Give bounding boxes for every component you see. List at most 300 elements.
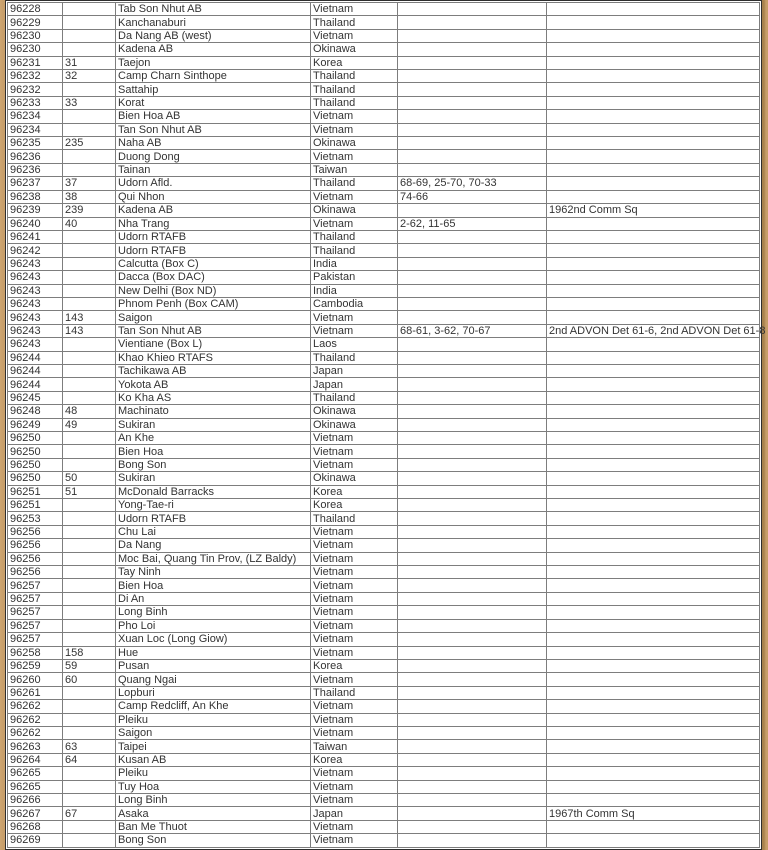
table-row: [8, 150, 760, 163]
code-cell: 96262: [8, 726, 63, 739]
dates-cell: [398, 284, 547, 297]
code-cell: 96243: [8, 297, 63, 310]
unit-number-cell: 158: [63, 646, 116, 659]
code-cell: 96239: [8, 204, 63, 217]
dates-cell: [398, 686, 547, 699]
dates-cell: [398, 458, 547, 471]
base-name-cell: Tuy Hoa: [116, 780, 311, 793]
unit-number-cell: [63, 351, 116, 364]
country-cell: Okinawa: [311, 137, 398, 150]
country-cell: Vietnam: [311, 432, 398, 445]
dates-cell: [398, 445, 547, 458]
country-cell: Thailand: [311, 177, 398, 190]
base-name-cell: Ko Kha AS: [116, 391, 311, 404]
country-cell: Okinawa: [311, 204, 398, 217]
base-name-cell: Tachikawa AB: [116, 364, 311, 377]
country-cell: Pakistan: [311, 271, 398, 284]
country-cell: Vietnam: [311, 726, 398, 739]
code-cell: 96265: [8, 780, 63, 793]
code-cell: 96230: [8, 29, 63, 42]
unit-number-cell: [63, 284, 116, 297]
dates-cell: [398, 432, 547, 445]
unit-number-cell: [63, 458, 116, 471]
base-name-cell: Tainan: [116, 163, 311, 176]
base-name-cell: Nha Trang: [116, 217, 311, 230]
notes-cell: [547, 70, 760, 83]
code-cell: 96259: [8, 659, 63, 672]
dates-cell: [398, 753, 547, 766]
notes-cell: [547, 767, 760, 780]
base-name-cell: Ban Me Thuot: [116, 820, 311, 833]
base-name-cell: Lopburi: [116, 686, 311, 699]
table-row: [8, 123, 760, 136]
dates-cell: [398, 525, 547, 538]
dates-cell: [398, 123, 547, 136]
code-cell: 96236: [8, 150, 63, 163]
dates-cell: [398, 338, 547, 351]
table-row: [8, 43, 760, 56]
base-name-cell: Duong Dong: [116, 150, 311, 163]
table-row: [8, 190, 760, 203]
unit-number-cell: [63, 297, 116, 310]
table-row: [8, 740, 760, 753]
table-row: [8, 110, 760, 123]
notes-cell: [547, 29, 760, 42]
zip-code-table: [7, 2, 766, 848]
dates-cell: [398, 834, 547, 847]
code-cell: 96257: [8, 592, 63, 605]
dates-cell: [398, 163, 547, 176]
code-cell: 96250: [8, 472, 63, 485]
code-cell: 96234: [8, 123, 63, 136]
table-row: [8, 137, 760, 150]
dates-cell: [398, 807, 547, 820]
table-row: [8, 713, 760, 726]
dates-cell: [398, 83, 547, 96]
code-cell: 96256: [8, 566, 63, 579]
notes-cell: [547, 834, 760, 847]
unit-number-cell: [63, 110, 116, 123]
dates-cell: [398, 391, 547, 404]
code-cell: 96253: [8, 512, 63, 525]
notes-cell: [547, 311, 760, 324]
country-cell: Vietnam: [311, 552, 398, 565]
notes-cell: 1967th Comm Sq: [547, 807, 760, 820]
unit-number-cell: [63, 432, 116, 445]
unit-number-cell: 50: [63, 472, 116, 485]
notes-cell: 2nd ADVON Det 61-6, 2nd ADVON Det 61-8: [547, 324, 760, 337]
base-name-cell: Chu Lai: [116, 525, 311, 538]
code-cell: 96268: [8, 820, 63, 833]
notes-cell: [547, 378, 760, 391]
notes-cell: [547, 592, 760, 605]
table-row: [8, 793, 760, 806]
base-name-cell: New Delhi (Box ND): [116, 284, 311, 297]
base-name-cell: Khao Khieo RTAFS: [116, 351, 311, 364]
notes-cell: [547, 150, 760, 163]
dates-cell: [398, 793, 547, 806]
base-name-cell: Yong-Tae-ri: [116, 499, 311, 512]
code-cell: 96235: [8, 137, 63, 150]
code-cell: 96238: [8, 190, 63, 203]
code-cell: 96248: [8, 405, 63, 418]
dates-cell: [398, 204, 547, 217]
unit-number-cell: [63, 150, 116, 163]
dates-cell: [398, 485, 547, 498]
dates-cell: [398, 512, 547, 525]
code-cell: 96244: [8, 351, 63, 364]
code-cell: 96251: [8, 485, 63, 498]
notes-cell: [547, 646, 760, 659]
code-cell: 96243: [8, 284, 63, 297]
dates-cell: [398, 137, 547, 150]
dates-cell: [398, 579, 547, 592]
country-cell: Okinawa: [311, 43, 398, 56]
code-cell: 96244: [8, 364, 63, 377]
country-cell: Okinawa: [311, 405, 398, 418]
unit-number-cell: [63, 512, 116, 525]
base-name-cell: Camp Charn Sinthope: [116, 70, 311, 83]
notes-cell: [547, 525, 760, 538]
unit-number-cell: [63, 83, 116, 96]
notes-cell: [547, 43, 760, 56]
country-cell: Vietnam: [311, 619, 398, 632]
unit-number-cell: 37: [63, 177, 116, 190]
unit-number-cell: [63, 338, 116, 351]
table-row: [8, 204, 760, 217]
notes-cell: [547, 110, 760, 123]
base-name-cell: Phnom Penh (Box CAM): [116, 297, 311, 310]
country-cell: Korea: [311, 56, 398, 69]
code-cell: 96256: [8, 552, 63, 565]
notes-cell: [547, 726, 760, 739]
notes-cell: [547, 659, 760, 672]
notes-cell: [547, 338, 760, 351]
unit-number-cell: 143: [63, 311, 116, 324]
code-cell: 96233: [8, 96, 63, 109]
notes-cell: [547, 458, 760, 471]
dates-cell: [398, 3, 547, 16]
base-name-cell: Taipei: [116, 740, 311, 753]
country-cell: Thailand: [311, 16, 398, 29]
country-cell: Vietnam: [311, 324, 398, 337]
dates-cell: [398, 619, 547, 632]
base-name-cell: Camp Redcliff, An Khe: [116, 700, 311, 713]
notes-cell: [547, 16, 760, 29]
country-cell: Vietnam: [311, 110, 398, 123]
base-name-cell: Saigon: [116, 726, 311, 739]
base-name-cell: Pleiku: [116, 767, 311, 780]
dates-cell: [398, 646, 547, 659]
notes-cell: [547, 472, 760, 485]
base-name-cell: Da Nang AB (west): [116, 29, 311, 42]
base-name-cell: Xuan Loc (Long Giow): [116, 633, 311, 646]
notes-cell: [547, 700, 760, 713]
code-cell: 96237: [8, 177, 63, 190]
country-cell: Vietnam: [311, 217, 398, 230]
base-name-cell: Udorn Afld.: [116, 177, 311, 190]
base-name-cell: Taejon: [116, 56, 311, 69]
base-name-cell: Hue: [116, 646, 311, 659]
notes-cell: [547, 137, 760, 150]
table-row: [8, 592, 760, 605]
code-cell: 96260: [8, 673, 63, 686]
dates-cell: [398, 713, 547, 726]
country-cell: Thailand: [311, 96, 398, 109]
dates-cell: [398, 659, 547, 672]
dates-cell: [398, 499, 547, 512]
dates-cell: [398, 56, 547, 69]
code-cell: 96230: [8, 43, 63, 56]
code-cell: 96258: [8, 646, 63, 659]
base-name-cell: Sukiran: [116, 418, 311, 431]
base-name-cell: Kadena AB: [116, 43, 311, 56]
dates-cell: [398, 257, 547, 270]
unit-number-cell: [63, 3, 116, 16]
table-row: [8, 244, 760, 257]
unit-number-cell: [63, 230, 116, 243]
table-row: [8, 539, 760, 552]
notes-cell: [547, 793, 760, 806]
unit-number-cell: [63, 619, 116, 632]
code-cell: 96236: [8, 163, 63, 176]
country-cell: Vietnam: [311, 525, 398, 538]
table-row: [8, 820, 760, 833]
table-row: [8, 297, 760, 310]
base-name-cell: Kanchanaburi: [116, 16, 311, 29]
dates-cell: [398, 726, 547, 739]
code-cell: 96257: [8, 579, 63, 592]
base-name-cell: An Khe: [116, 432, 311, 445]
unit-number-cell: [63, 592, 116, 605]
country-cell: Vietnam: [311, 606, 398, 619]
dates-cell: [398, 633, 547, 646]
notes-cell: [547, 297, 760, 310]
country-cell: Japan: [311, 364, 398, 377]
code-cell: 96244: [8, 378, 63, 391]
table-row: [8, 16, 760, 29]
unit-number-cell: 33: [63, 96, 116, 109]
unit-number-cell: [63, 713, 116, 726]
dates-cell: [398, 740, 547, 753]
table-row: [8, 432, 760, 445]
country-cell: Thailand: [311, 230, 398, 243]
country-cell: Vietnam: [311, 566, 398, 579]
notes-cell: [547, 163, 760, 176]
code-cell: 96232: [8, 83, 63, 96]
unit-number-cell: [63, 244, 116, 257]
code-cell: 96267: [8, 807, 63, 820]
base-name-cell: Pleiku: [116, 713, 311, 726]
code-cell: 96264: [8, 753, 63, 766]
table-row: [8, 633, 760, 646]
unit-number-cell: [63, 271, 116, 284]
table-row: [8, 834, 760, 847]
table-row: [8, 780, 760, 793]
code-cell: 96243: [8, 324, 63, 337]
base-name-cell: Tab Son Nhut AB: [116, 3, 311, 16]
code-cell: 96229: [8, 16, 63, 29]
base-name-cell: Long Binh: [116, 793, 311, 806]
country-cell: Vietnam: [311, 592, 398, 605]
unit-number-cell: 38: [63, 190, 116, 203]
notes-cell: [547, 713, 760, 726]
country-cell: Taiwan: [311, 740, 398, 753]
country-cell: Vietnam: [311, 3, 398, 16]
country-cell: Korea: [311, 499, 398, 512]
table-row: [8, 3, 760, 16]
table-row: [8, 311, 760, 324]
dates-cell: [398, 418, 547, 431]
country-cell: Vietnam: [311, 713, 398, 726]
base-name-cell: Sukiran: [116, 472, 311, 485]
notes-cell: [547, 753, 760, 766]
base-name-cell: Machinato: [116, 405, 311, 418]
dates-cell: [398, 539, 547, 552]
code-cell: 96243: [8, 338, 63, 351]
dates-cell: [398, 150, 547, 163]
unit-number-cell: [63, 820, 116, 833]
unit-number-cell: 59: [63, 659, 116, 672]
table-row: [8, 579, 760, 592]
unit-number-cell: 64: [63, 753, 116, 766]
table-row: [8, 485, 760, 498]
country-cell: Okinawa: [311, 418, 398, 431]
unit-number-cell: 143: [63, 324, 116, 337]
table-row: [8, 753, 760, 766]
table-row: [8, 673, 760, 686]
code-cell: 96250: [8, 432, 63, 445]
unit-number-cell: [63, 16, 116, 29]
table-row: [8, 364, 760, 377]
country-cell: Thailand: [311, 391, 398, 404]
unit-number-cell: [63, 123, 116, 136]
country-cell: Thailand: [311, 244, 398, 257]
unit-number-cell: [63, 163, 116, 176]
code-cell: 96241: [8, 230, 63, 243]
notes-cell: [547, 3, 760, 16]
base-name-cell: Udorn RTAFB: [116, 244, 311, 257]
code-cell: 96250: [8, 458, 63, 471]
dates-cell: [398, 271, 547, 284]
notes-cell: [547, 686, 760, 699]
dates-cell: [398, 96, 547, 109]
unit-number-cell: [63, 686, 116, 699]
notes-cell: [547, 619, 760, 632]
unit-number-cell: [63, 700, 116, 713]
unit-number-cell: [63, 834, 116, 847]
country-cell: Thailand: [311, 686, 398, 699]
base-name-cell: Udorn RTAFB: [116, 512, 311, 525]
country-cell: Thailand: [311, 351, 398, 364]
unit-number-cell: [63, 566, 116, 579]
base-name-cell: Moc Bai, Quang Tin Prov, (LZ Baldy): [116, 552, 311, 565]
table-row: [8, 230, 760, 243]
unit-number-cell: 49: [63, 418, 116, 431]
notes-cell: [547, 177, 760, 190]
unit-number-cell: [63, 445, 116, 458]
unit-number-cell: [63, 257, 116, 270]
country-cell: Vietnam: [311, 820, 398, 833]
unit-number-cell: [63, 552, 116, 565]
table-row: [8, 726, 760, 739]
unit-number-cell: [63, 767, 116, 780]
country-cell: Vietnam: [311, 123, 398, 136]
notes-cell: [547, 391, 760, 404]
dates-cell: [398, 552, 547, 565]
dates-cell: [398, 16, 547, 29]
notes-cell: [547, 405, 760, 418]
notes-cell: [547, 485, 760, 498]
zip-code-table-body: [8, 3, 766, 848]
base-name-cell: Qui Nhon: [116, 190, 311, 203]
base-name-cell: Yokota AB: [116, 378, 311, 391]
country-cell: Vietnam: [311, 834, 398, 847]
base-name-cell: Kusan AB: [116, 753, 311, 766]
country-cell: Thailand: [311, 83, 398, 96]
notes-cell: [547, 284, 760, 297]
code-cell: 96257: [8, 633, 63, 646]
code-cell: 96265: [8, 767, 63, 780]
table-row: [8, 70, 760, 83]
dates-cell: [398, 110, 547, 123]
code-cell: 96263: [8, 740, 63, 753]
base-name-cell: Kadena AB: [116, 204, 311, 217]
table-row: [8, 700, 760, 713]
dates-cell: [398, 70, 547, 83]
unit-number-cell: 63: [63, 740, 116, 753]
notes-cell: [547, 566, 760, 579]
table-row: [8, 458, 760, 471]
table-row: [8, 96, 760, 109]
country-cell: Vietnam: [311, 458, 398, 471]
dates-cell: [398, 606, 547, 619]
dates-cell: [398, 405, 547, 418]
unit-number-cell: [63, 633, 116, 646]
dates-cell: 74-66: [398, 190, 547, 203]
unit-number-cell: [63, 793, 116, 806]
notes-cell: [547, 552, 760, 565]
code-cell: 96266: [8, 793, 63, 806]
unit-number-cell: [63, 780, 116, 793]
code-cell: 96261: [8, 686, 63, 699]
base-name-cell: Quang Ngai: [116, 673, 311, 686]
dates-cell: [398, 297, 547, 310]
code-cell: 96243: [8, 311, 63, 324]
dates-cell: [398, 592, 547, 605]
dates-cell: [398, 43, 547, 56]
notes-cell: [547, 633, 760, 646]
country-cell: Vietnam: [311, 29, 398, 42]
table-row: [8, 525, 760, 538]
country-cell: Vietnam: [311, 646, 398, 659]
unit-number-cell: 239: [63, 204, 116, 217]
table-row: [8, 338, 760, 351]
notes-cell: [547, 418, 760, 431]
table-row: [8, 418, 760, 431]
table-row: [8, 566, 760, 579]
notes-cell: [547, 83, 760, 96]
base-name-cell: Calcutta (Box C): [116, 257, 311, 270]
table-row: [8, 659, 760, 672]
base-name-cell: Pusan: [116, 659, 311, 672]
country-cell: Vietnam: [311, 150, 398, 163]
notes-cell: [547, 123, 760, 136]
dates-cell: 68-61, 3-62, 70-67: [398, 324, 547, 337]
country-cell: Taiwan: [311, 163, 398, 176]
notes-cell: [547, 499, 760, 512]
dates-cell: [398, 767, 547, 780]
